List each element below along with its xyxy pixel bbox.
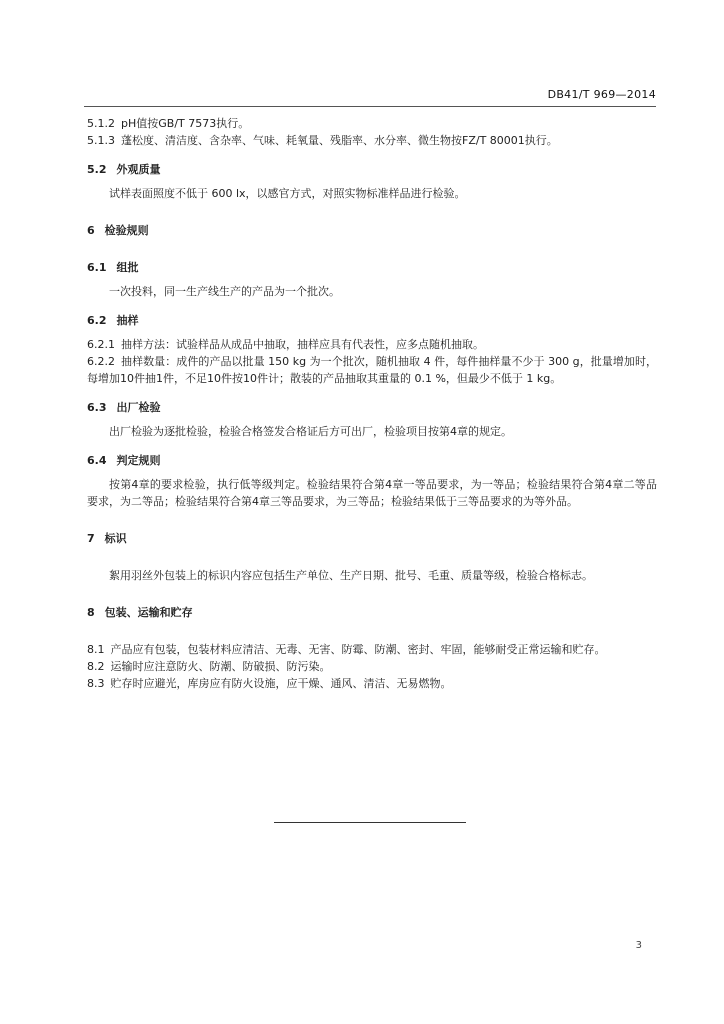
clause-text: 抽样数量：成件的产品以批量 150 kg 为一个批次，随机抽取 4 件，每件抽样量不少于 300 g，批量增加时，每增加10件抽1件，不足10件按10件计；散装的产品抽取其重量的 0.1 %，但最少不低于 1 kg。 xyxy=(87,355,657,385)
clause-text: 蓬松度、清洁度、含杂率、气味、耗氧量、残脂率、水分率、微生物按FZ/T 80001执行。 xyxy=(121,134,558,147)
section-number: 6.4 xyxy=(87,454,107,467)
clause-5-1-3 xyxy=(87,132,657,149)
paragraph-7: 絮用羽丝外包装上的标识内容应包括生产单位、生产日期、批号、毛重、质量等级，检验合格标志。 xyxy=(109,569,593,582)
clause-text: pH值按GB/T 7573执行。 xyxy=(121,117,250,130)
chapter-8-heading xyxy=(87,604,657,621)
clause-number: 8.3 xyxy=(87,677,105,690)
clause-text: 运输时应注意防火、防潮、防破损、防污染。 xyxy=(110,660,331,673)
clause-number: 5.1.3 xyxy=(87,134,115,147)
chapter-7-heading xyxy=(87,530,657,547)
paragraph-6-4: 按第4章的要求检验，执行低等级判定。检验结果符合第4章一等品要求，为一等品；检验结果符合第4章二等品要求，为二等品；检验结果符合第4章三等品要求，为三等品；检验结果低于三等品要求的为等外品。 xyxy=(87,478,657,508)
clause-text: 抽样方法：试验样品从成品中抽取，抽样应具有代表性，应多点随机抽取。 xyxy=(121,338,484,351)
section-title: 判定规则 xyxy=(116,454,161,467)
clause-text: 贮存时应避光，库房应有防火设施，应干燥、通风、清洁、无易燃物。 xyxy=(110,677,452,690)
header-rule xyxy=(84,106,656,107)
clause-text: 产品应有包装，包装材料应清洁、无毒、无害、防霉、防潮、密封、牢固，能够耐受正常运输和贮存。 xyxy=(110,643,606,656)
section-number: 7 xyxy=(87,532,95,545)
clause-8-1 xyxy=(87,641,657,658)
chapter-6-heading xyxy=(87,222,657,239)
paragraph-6-1: 一次投料，同一生产线生产的产品为一个批次。 xyxy=(109,285,340,298)
section-title: 标识 xyxy=(104,532,127,545)
section-6-2-heading xyxy=(87,312,657,329)
standard-code: DB41/T 969—2014 xyxy=(547,88,656,101)
clause-8-2 xyxy=(87,658,657,675)
section-6-1-heading xyxy=(87,259,657,276)
section-title: 出厂检验 xyxy=(116,401,161,414)
section-number: 8 xyxy=(87,606,95,619)
section-title: 外观质量 xyxy=(116,163,161,176)
section-6-3-heading xyxy=(87,399,657,416)
section-title: 检验规则 xyxy=(104,224,149,237)
paragraph-5-2: 试样表面照度不低于 600 lx，以感官方式，对照实物标准样品进行检验。 xyxy=(109,187,466,200)
clause-number: 6.2.1 xyxy=(87,338,115,351)
clause-number: 5.1.2 xyxy=(87,117,115,130)
section-number: 6.1 xyxy=(87,261,107,274)
section-6-4-heading xyxy=(87,452,657,469)
section-title: 包装、运输和贮存 xyxy=(104,606,193,619)
end-of-document-rule xyxy=(274,822,466,823)
section-number: 6.3 xyxy=(87,401,107,414)
document-body xyxy=(87,115,657,692)
section-title: 组批 xyxy=(116,261,139,274)
clause-6-2-2 xyxy=(87,353,657,387)
section-5-2-heading xyxy=(87,161,657,178)
clause-6-2-1 xyxy=(87,336,657,353)
clause-8-3 xyxy=(87,675,657,692)
section-title: 抽样 xyxy=(116,314,139,327)
section-number: 5.2 xyxy=(87,163,107,176)
section-number: 6.2 xyxy=(87,314,107,327)
page-number: 3 xyxy=(635,940,642,951)
paragraph-6-3: 出厂检验为逐批检验，检验合格签发合格证后方可出厂，检验项目按第4章的规定。 xyxy=(109,425,512,438)
clause-number: 8.1 xyxy=(87,643,105,656)
clause-number: 6.2.2 xyxy=(87,355,115,368)
clause-number: 8.2 xyxy=(87,660,105,673)
section-number: 6 xyxy=(87,224,95,237)
clause-5-1-2 xyxy=(87,115,657,132)
